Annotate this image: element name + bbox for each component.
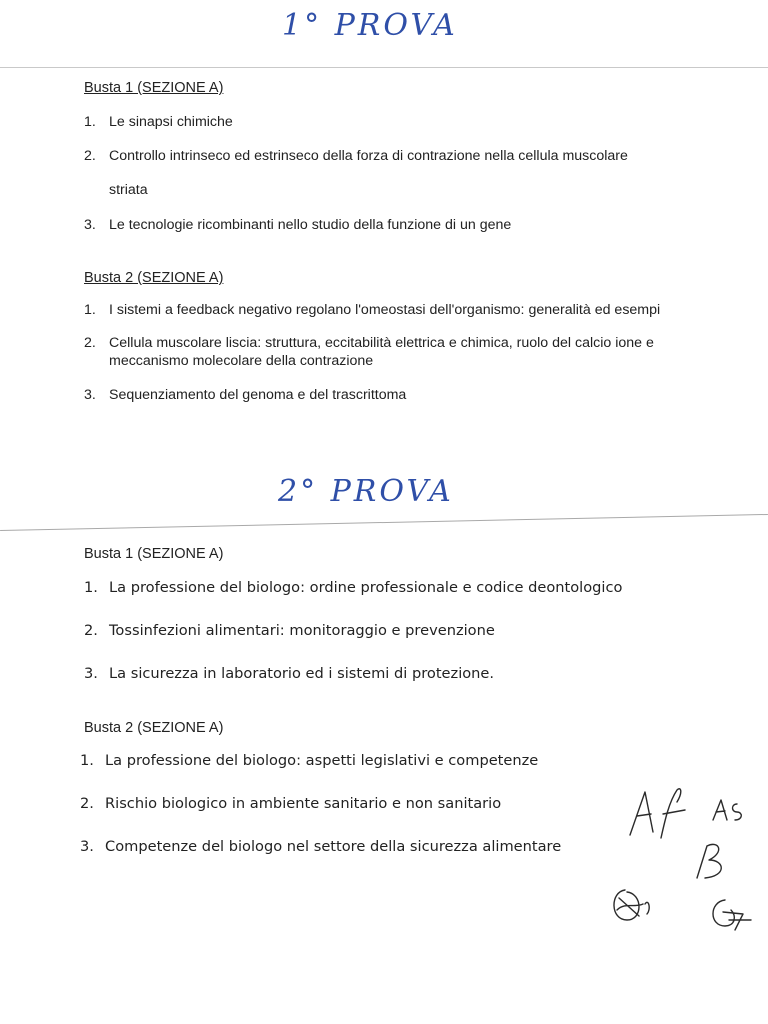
section-heading: Busta 2 (SEZIONE A) [84, 270, 224, 286]
list-item [84, 622, 724, 640]
list-item [80, 752, 720, 770]
item-text: Tossinfezioni alimentari: monitoraggio e prevenzione [109, 622, 495, 639]
item-text: Rischio biologico in ambiente sanitario e non sanitario [105, 795, 502, 812]
list-item [84, 216, 724, 234]
signature-initials-b [697, 844, 721, 878]
section-heading: Busta 2 (SEZIONE A) [84, 720, 224, 736]
section-heading: Busta 1 (SEZIONE A) [84, 80, 224, 96]
list-item [84, 386, 724, 404]
prova2-busta1 [84, 546, 724, 683]
item-text: La sicurezza in laboratorio ed i sistemi di protezione. [109, 665, 495, 682]
item-text: Le tecnologie ricombinanti nello studio della funzione di un gene [109, 217, 512, 233]
item-text: La professione del biologo: ordine professionale e codice deontologico [109, 579, 623, 596]
divider-top [0, 67, 768, 68]
handwritten-first-test: 1° PROVA [282, 8, 458, 43]
item-number: 2. [84, 148, 96, 164]
list-item [84, 147, 724, 199]
item-number: 3. [84, 665, 98, 682]
section-heading: Busta 1 (SEZIONE A) [84, 546, 224, 562]
item-number: 3. [84, 217, 96, 233]
item-text: La professione del biologo: aspetti legislativi e competenze [105, 752, 539, 769]
item-number: 2. [84, 622, 98, 639]
divider-middle [0, 514, 768, 531]
list-item [84, 301, 724, 319]
item-number: 1. [84, 579, 98, 596]
item-text: Sequenziamento del genoma e del trascrittoma [109, 387, 407, 403]
item-number: 2. [84, 335, 96, 351]
item-text: Le sinapsi chimiche [109, 114, 233, 130]
item-text: Controllo intrinseco ed estrinseco della forza di contrazione nella cellula muscolare [109, 148, 628, 164]
list-item [84, 113, 724, 131]
item-text: Competenze del biologo nel settore della sicurezza alimentare [105, 838, 562, 855]
prova1-busta2 [84, 270, 724, 404]
signature-initials-as [713, 800, 741, 820]
item-number: 1. [80, 752, 94, 769]
signature-scribble-right [713, 900, 751, 930]
list-item [84, 579, 724, 597]
list-item [84, 334, 724, 370]
item-number: 3. [84, 387, 96, 403]
item-text: Cellula muscolare liscia: struttura, eccitabilità elettrica e chimica, ruolo del calcio ione e meccanismo molecolare della contrazione [109, 335, 654, 369]
handwritten-signatures [605, 780, 755, 960]
item-number: 3. [80, 838, 94, 855]
signature-scribble-left [614, 890, 649, 920]
item-text: I sistemi a feedback negativo regolano l'omeostasi dell'organismo: generalità ed esempi [109, 302, 661, 318]
item-number: 1. [84, 114, 96, 130]
list-item [84, 665, 724, 683]
item-number: 2. [80, 795, 94, 812]
item-number: 1. [84, 302, 96, 318]
item-text-continued: striata [109, 182, 148, 198]
handwritten-second-test: 2° PROVA [278, 474, 454, 509]
prova1-busta1 [84, 80, 724, 234]
signature-initials-af [630, 789, 685, 838]
